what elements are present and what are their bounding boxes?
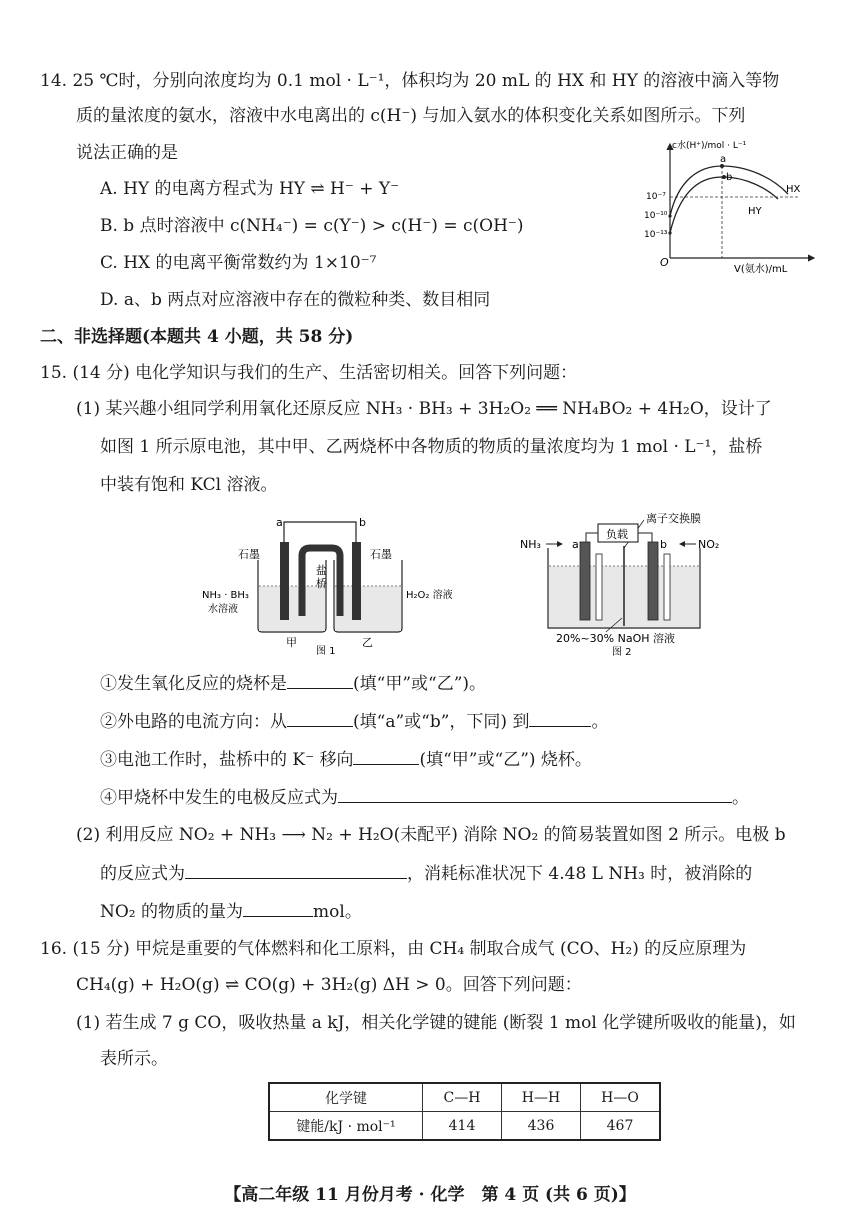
fig1-graphite-left: 石墨 <box>238 548 260 561</box>
q14-line-3: 说法正确的是 <box>76 143 178 163</box>
q16-line-2: CH₄(g) + H₂O(g) ⇌ CO(g) + 3H₂(g) ΔH > 0。回答下列问题： <box>76 975 582 995</box>
table-cell: H—H <box>502 1083 581 1112</box>
q14-option-b: B. b 点时溶液中 c(NH₄⁻) = c(Y⁻) > c(H⁻) = c(OH⁻) <box>100 216 524 236</box>
q14-line-1: 14. 25 ℃时，分别向浓度均为 0.1 mol · L⁻¹，体积均为 20 mL 的 HX 和 HY 的溶液中滴入等物 <box>40 71 780 91</box>
answer-blank-6[interactable] <box>243 900 313 917</box>
q15-sub-1: ①发生氧化反应的烧杯是 (填“甲”或“乙”)。 <box>100 674 487 694</box>
answer-blank-1[interactable] <box>287 672 353 689</box>
table-cell: 436 <box>502 1112 581 1141</box>
q14-graph <box>638 136 820 276</box>
fig1-graphite-right: 石墨 <box>370 548 392 561</box>
q15-line-1: 15. (14 分) 电化学知识与我们的生产、生活密切相关。回答下列问题： <box>40 363 578 383</box>
q14-option-a: A. HY 的电离方程式为 HY ⇌ H⁻ + Y⁻ <box>100 179 400 199</box>
answer-blank-4[interactable] <box>338 786 732 803</box>
q15-p2-line-2: 的反应式为 ，消耗标准状况下 4.48 L NH₃ 时，被消除的 <box>100 864 753 884</box>
wire <box>284 522 356 542</box>
section-2-heading: 二、非选择题(本题共 4 小题，共 58 分) <box>40 327 354 347</box>
answer-blank-2b[interactable] <box>529 710 591 727</box>
q15-p1-line-2: 如图 1 所示原电池，其中甲、乙两烧杯中各物质的物质的量浓度均为 1 mol · L⁻¹，盐桥 <box>100 437 763 457</box>
solution-right <box>335 586 401 631</box>
q15-sub-2: ②外电路的电流方向：从 (填“a”或“b”，下同) 到 。 <box>100 712 609 732</box>
fig2-electrode-b <box>648 542 658 620</box>
fig1-left-solution-1: NH₃ · BH₃ <box>202 590 249 601</box>
electrode-right <box>352 542 361 620</box>
page-footer: 【高二年级 11 月份月考 · 化学 第 4 页 (共 6 页)】 <box>224 1185 636 1205</box>
fig1-yi: 乙 <box>362 636 373 649</box>
table-cell: 化学键 <box>269 1083 423 1112</box>
label-hx: HX <box>786 184 801 195</box>
table-row <box>269 1112 660 1141</box>
fig2-electrode-a <box>580 542 590 620</box>
figure-1 <box>198 508 460 656</box>
q15-p1-line-1: (1) 某兴趣小组同学利用氧化还原反应 NH₃ · BH₃ + 3H₂O₂ ══ NH₄BO₂ + 4H₂O，设计了 <box>76 399 772 419</box>
q16-line-1: 16. (15 分) 甲烷是重要的气体燃料和化工原料，由 CH₄ 制取合成气 (CO、H₂) 的反应原理为 <box>40 939 747 959</box>
figure-2 <box>520 508 740 656</box>
table-cell: C—H <box>423 1083 502 1112</box>
start-dot-1 <box>668 214 671 217</box>
table-header-row <box>269 1083 660 1112</box>
tick-1e-10: 10⁻¹⁰ <box>644 211 668 221</box>
curve-hy <box>670 177 778 233</box>
graph-ylabel: c水(H⁺)/mol · L⁻¹ <box>672 141 747 151</box>
tick-1e-13: 10⁻¹³ <box>644 230 668 240</box>
graph-xlabel: V(氨水)/mL <box>734 264 788 275</box>
start-dot-2 <box>668 231 671 234</box>
fig2-nh3: NH₃ <box>520 538 541 551</box>
fig2-solution: 20%~30% NaOH 溶液 <box>556 632 676 645</box>
fig1-label-a: a <box>276 516 283 529</box>
graph-origin: O <box>660 256 669 269</box>
fig1-caption: 图 1 <box>316 646 336 656</box>
label-point-a: a <box>720 154 727 165</box>
q15-p2-line-3: NO₂ 的物质的量为 mol。 <box>100 902 362 922</box>
q15-sub-3: ③电池工作时，盐桥中的 K⁻ 移向 (填“甲”或“乙”) 烧杯。 <box>100 750 592 770</box>
electrode-left <box>280 542 289 620</box>
q14-option-c: C. HX 的电离平衡常数约为 1×10⁻⁷ <box>100 253 377 273</box>
table-cell: 414 <box>423 1112 502 1141</box>
label-point-b: b <box>726 172 733 183</box>
tick-1e-7: 10⁻⁷ <box>646 192 666 202</box>
fig1-label-b: b <box>359 516 366 529</box>
table-cell: 键能/kJ · mol⁻¹ <box>269 1112 423 1141</box>
answer-blank-2a[interactable] <box>287 710 353 727</box>
answer-blank-5[interactable] <box>185 862 407 879</box>
fig1-right-solution: H₂O₂ 溶液 <box>406 590 453 601</box>
q15-p2-line-1: (2) 利用反应 NO₂ + NH₃ ⟶ N₂ + H₂O(未配平) 消除 NO₂ 的简易装置如图 2 所示。电极 b <box>76 825 786 845</box>
solution-left <box>259 586 325 631</box>
bond-energy-table <box>268 1082 661 1141</box>
fig1-salt-bridge-2: 桥 <box>316 577 327 590</box>
fig2-label-a: a <box>572 538 579 551</box>
answer-blank-3[interactable] <box>353 748 419 765</box>
q16-p1-line-1: (1) 若生成 7 g CO，吸收热量 a kJ，相关化学键的键能 (断裂 1 mol 化学键所吸收的能量)，如 <box>76 1013 796 1033</box>
fig2-caption: 图 2 <box>612 647 632 656</box>
fig1-salt-bridge-1: 盐 <box>316 564 327 577</box>
q15-p1-line-3: 中装有饱和 KCl 溶液。 <box>100 475 278 495</box>
fig2-label-b: b <box>660 538 667 551</box>
q14-option-d: D. a、b 两点对应溶液中存在的微粒种类、数目相同 <box>100 290 491 310</box>
q16-p1-line-2: 表所示。 <box>100 1049 168 1069</box>
label-hy: HY <box>748 206 762 217</box>
q14-line-2: 质的量浓度的氨水，溶液中水电离出的 c(H⁻) 与加入氨水的体积变化关系如图所示。下列 <box>76 106 746 126</box>
table-cell: 467 <box>581 1112 661 1141</box>
fig2-membrane: 离子交换膜 <box>646 512 701 525</box>
fig2-no2: NO₂ <box>698 538 720 551</box>
q15-sub-4: ④甲烧杯中发生的电极反应式为 。 <box>100 788 749 808</box>
fig1-left-solution-2: 水溶液 <box>208 604 238 615</box>
table-cell: H—O <box>581 1083 661 1112</box>
fig1-jia: 甲 <box>286 636 297 649</box>
fig2-load: 负载 <box>606 528 628 541</box>
